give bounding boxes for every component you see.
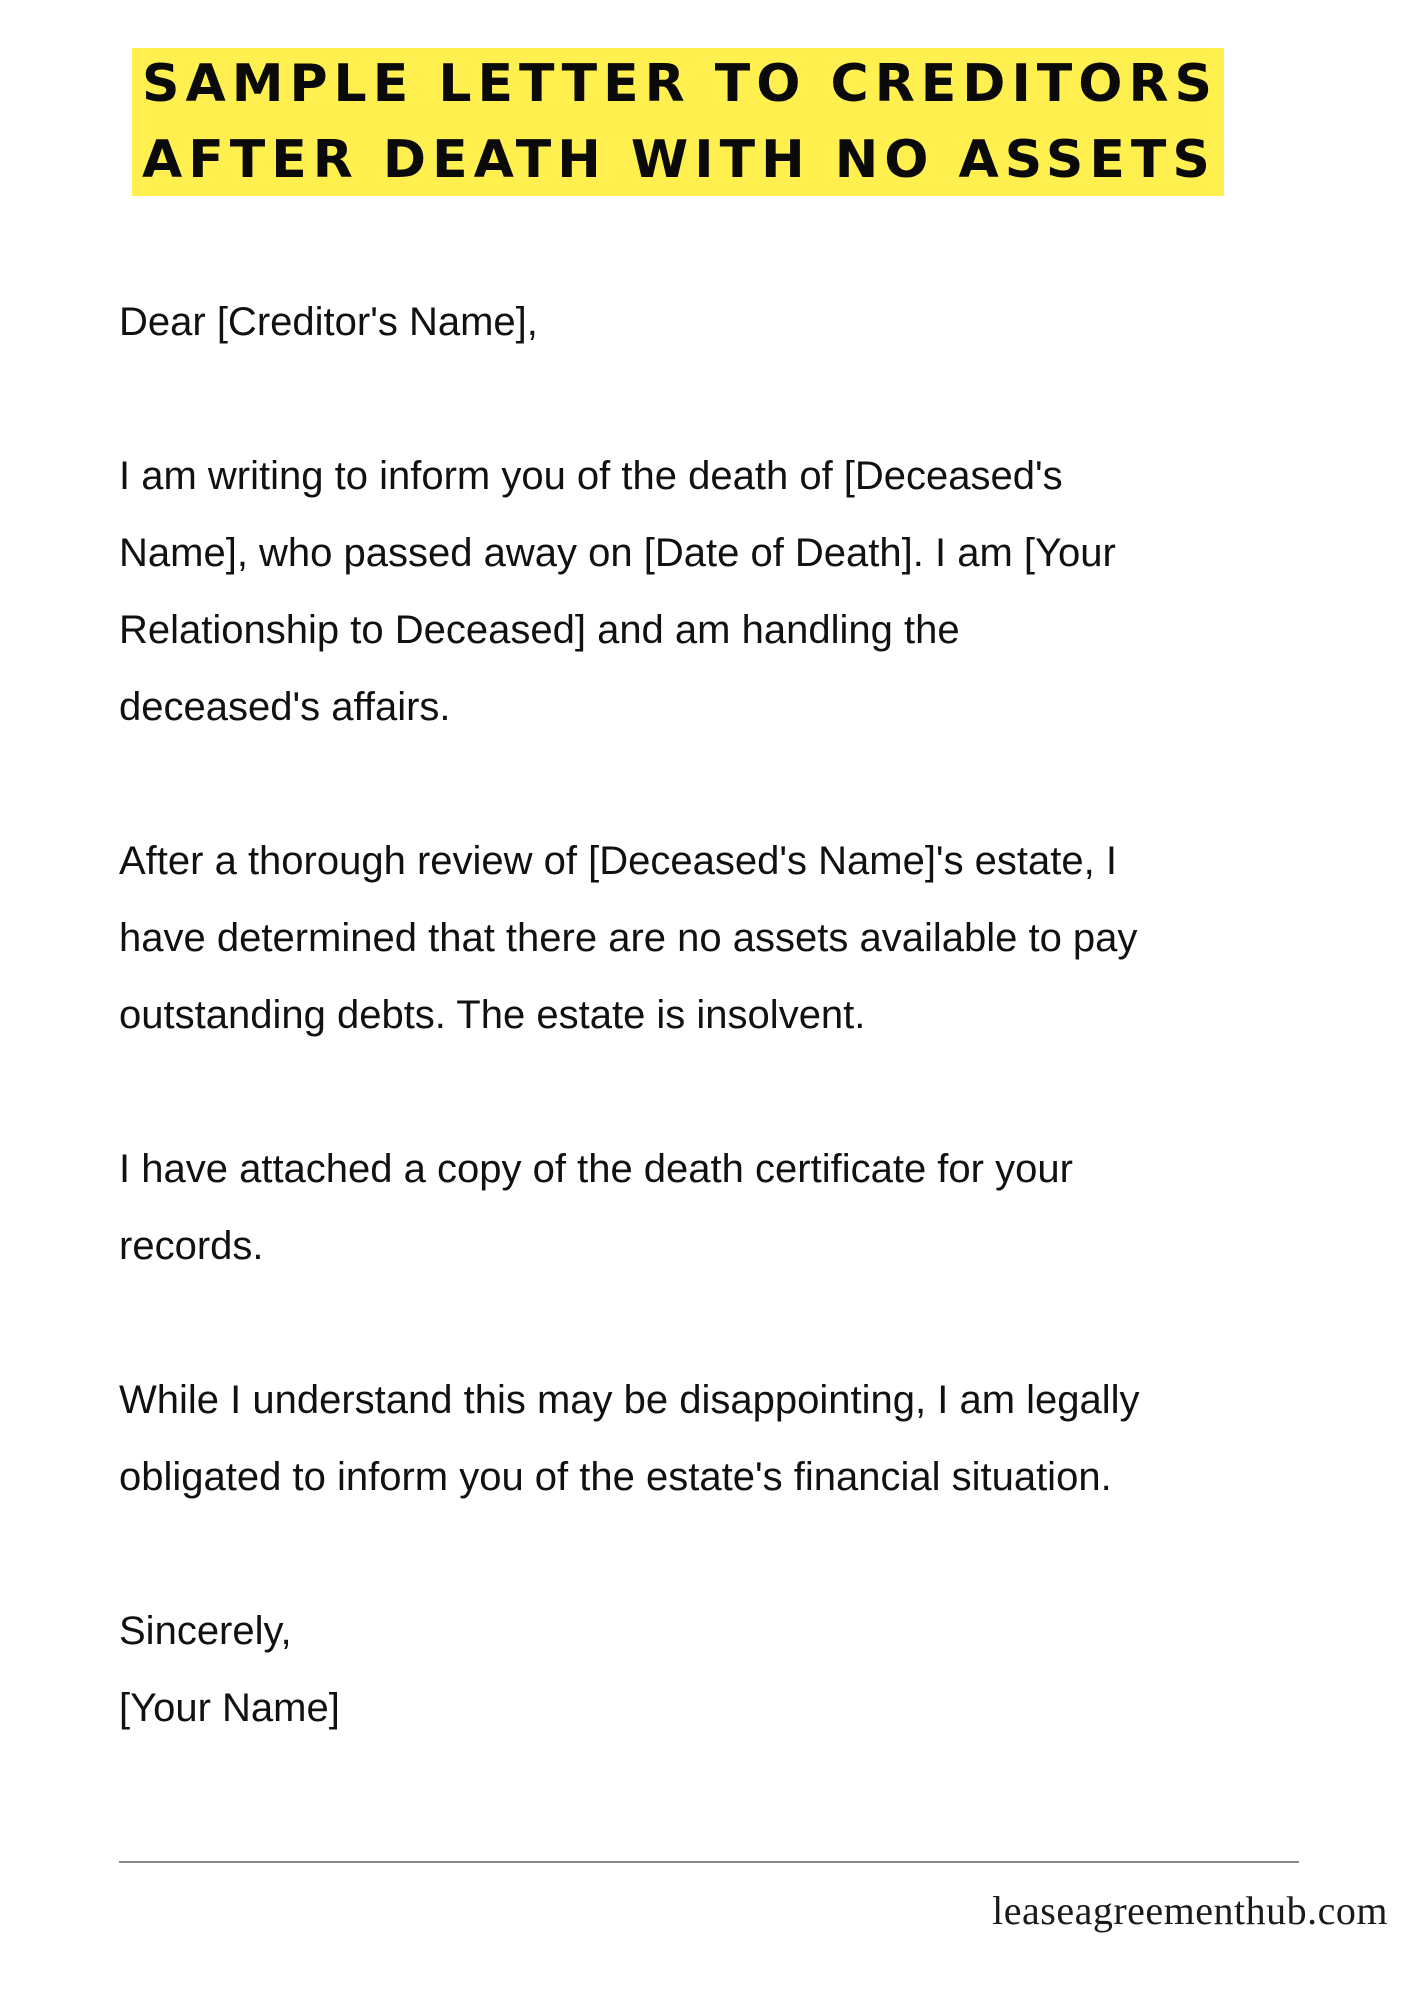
document-title-line-2: AFTER DEATH WITH NO ASSETS xyxy=(142,130,1216,190)
footer-divider xyxy=(119,1861,1299,1863)
salutation xyxy=(119,284,1359,361)
paragraph-1-line-1: I am writing to inform you of the death of [Deceased's xyxy=(119,454,1063,498)
paragraph-4 xyxy=(119,1362,1359,1516)
paragraph-3 xyxy=(119,1131,1359,1285)
paragraph-1 xyxy=(119,438,1359,746)
salutation-text: Dear [Creditor's Name], xyxy=(119,300,538,344)
paragraph-1-line-3: Relationship to Deceased] and am handling the xyxy=(119,608,960,652)
paragraph-3-line-1: I have attached a copy of the death certificate for your xyxy=(119,1147,1073,1191)
paragraph-2-line-2: have determined that there are no assets available to pay xyxy=(119,916,1138,960)
title-highlight xyxy=(132,48,1224,196)
closing-block xyxy=(119,1593,1359,1747)
footer-website: leaseagreementhub.com xyxy=(992,1888,1388,1933)
signature-placeholder: [Your Name] xyxy=(119,1686,340,1730)
paragraph-3-line-2: records. xyxy=(119,1224,264,1268)
closing-text: Sincerely, xyxy=(119,1609,292,1653)
document-title-line-1: SAMPLE LETTER TO CREDITORS xyxy=(142,54,1218,114)
paragraph-4-line-1: While I understand this may be disappointing, I am legally xyxy=(119,1378,1140,1422)
paragraph-1-line-4: deceased's affairs. xyxy=(119,685,451,729)
paragraph-2 xyxy=(119,823,1359,1054)
letter-body xyxy=(119,284,1359,1747)
paragraph-4-line-2: obligated to inform you of the estate's financial situation. xyxy=(119,1455,1112,1499)
paragraph-2-line-1: After a thorough review of [Deceased's Name]'s estate, I xyxy=(119,839,1117,883)
paragraph-2-line-3: outstanding debts. The estate is insolvent. xyxy=(119,993,866,1037)
paragraph-1-line-2: Name], who passed away on [Date of Death]. I am [Your xyxy=(119,531,1116,575)
